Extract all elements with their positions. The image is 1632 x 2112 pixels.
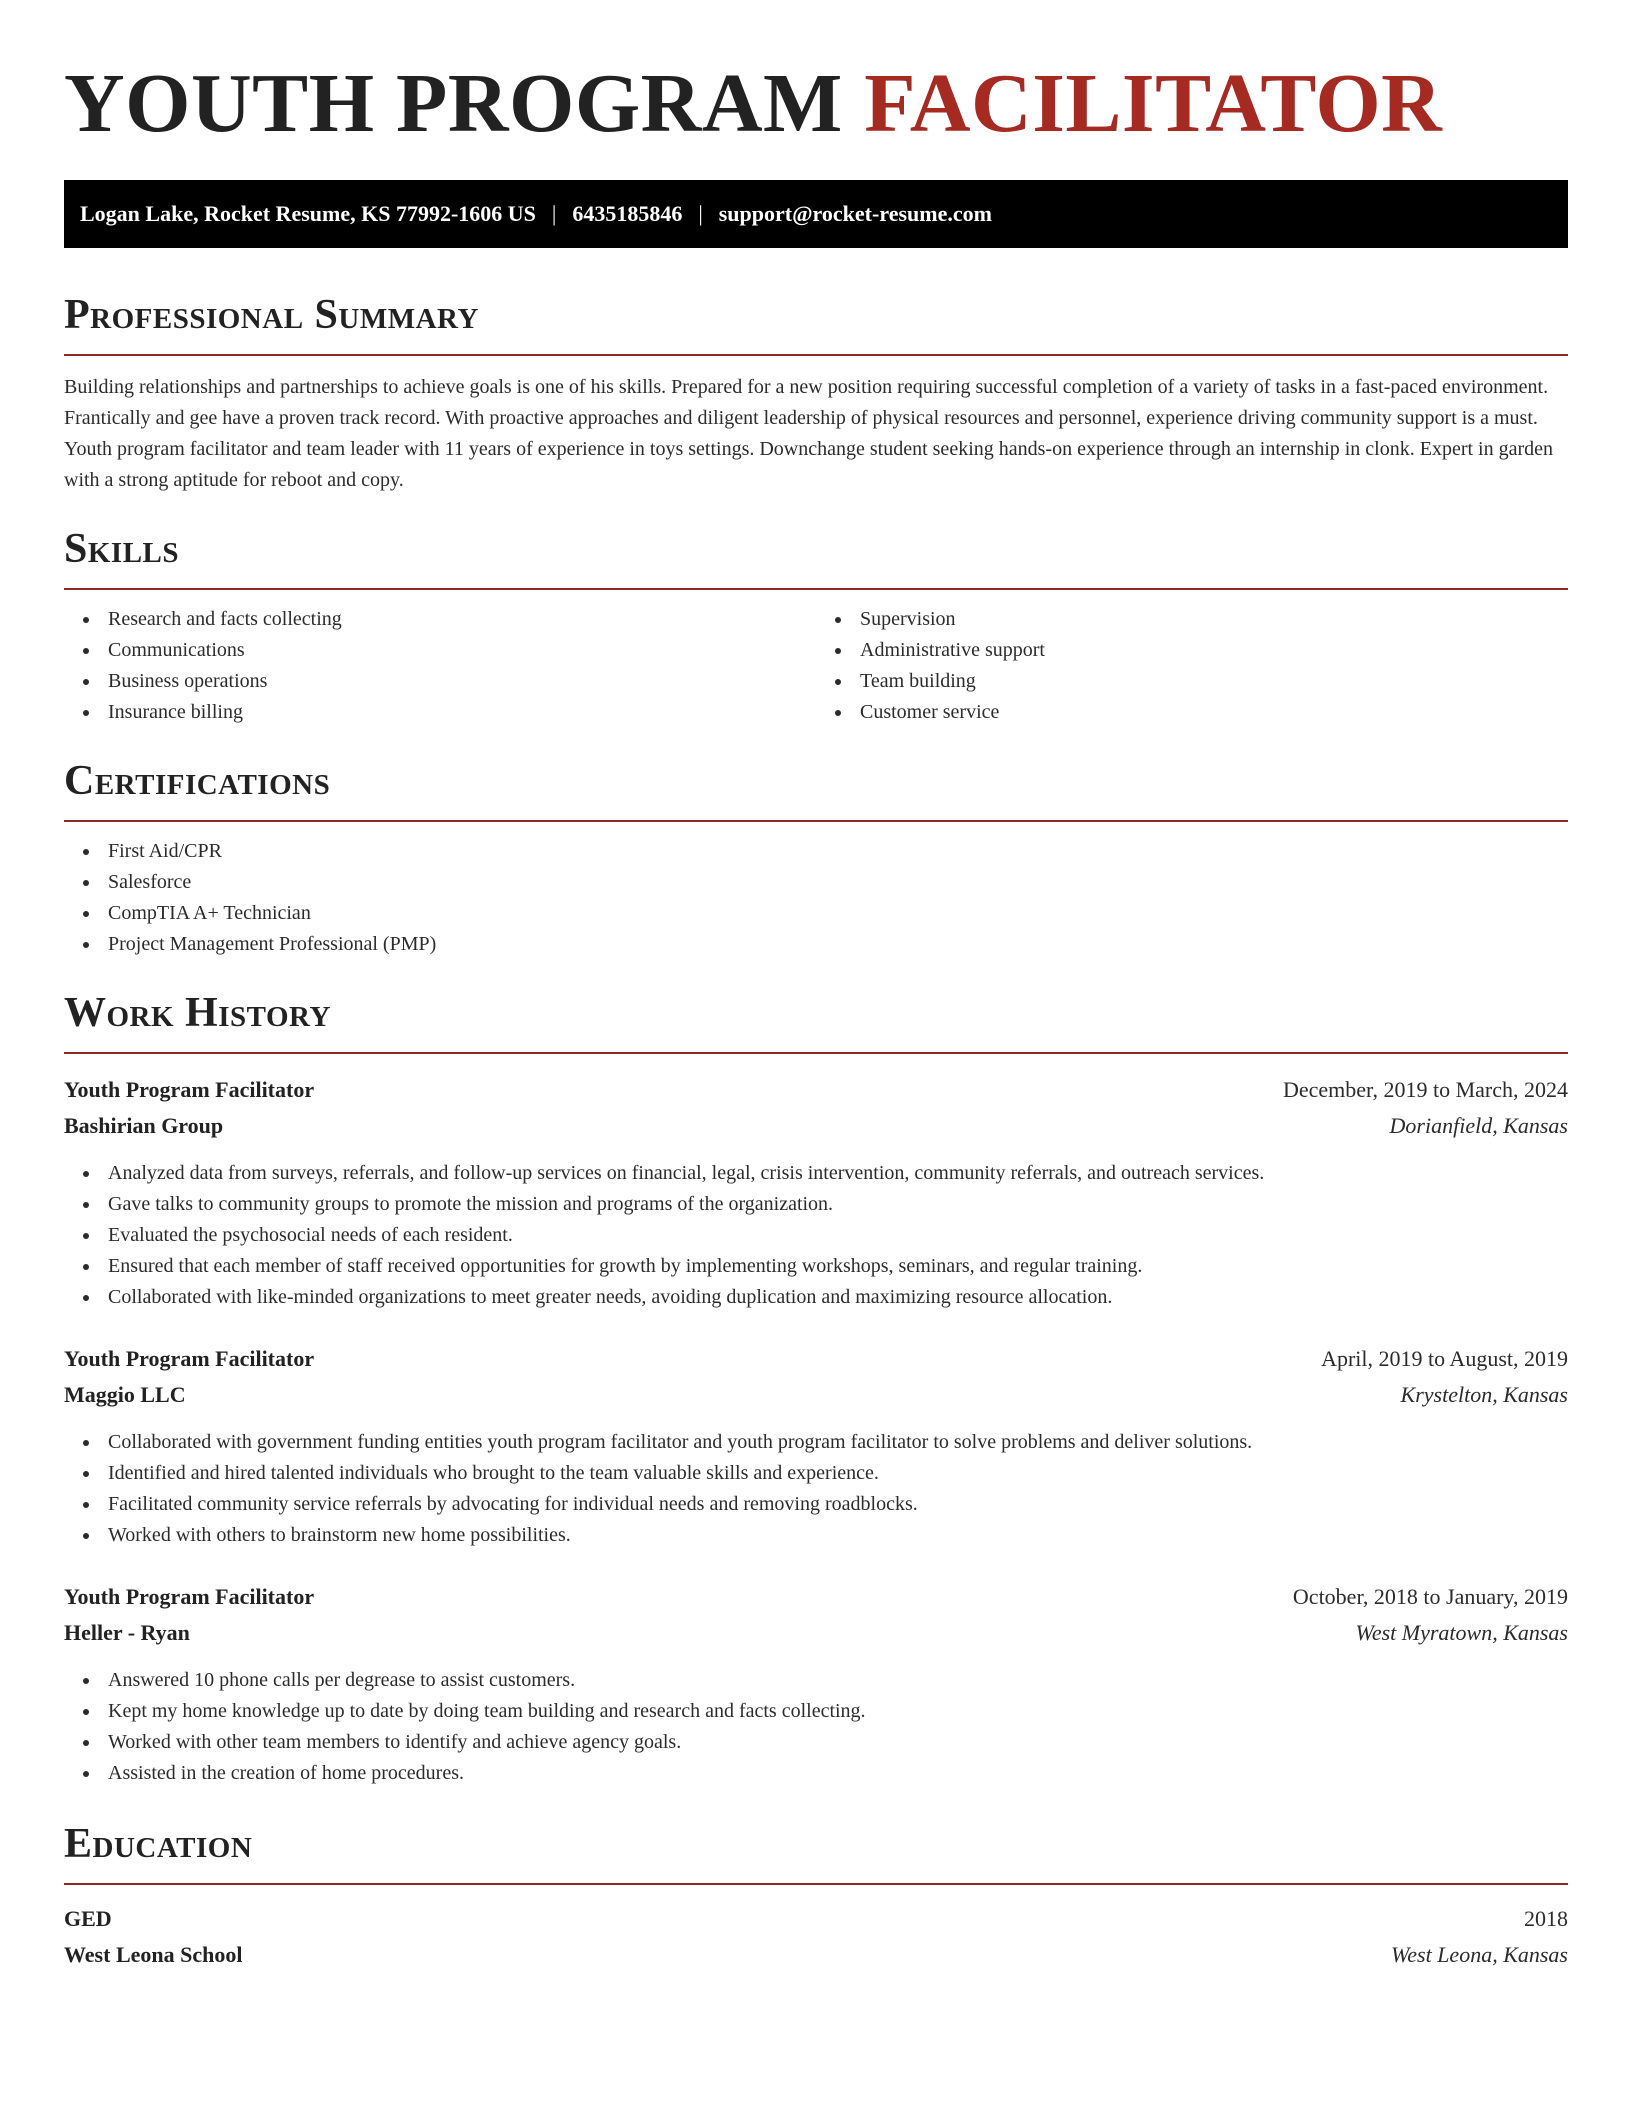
skill-item: Customer service — [816, 697, 1568, 728]
job-dates: December, 2019 to March, 2024 — [1282, 1077, 1568, 1102]
title-main: YOUTH PROGRAM — [64, 57, 843, 150]
certification-item: Salesforce — [64, 867, 1568, 898]
section-divider — [64, 1883, 1568, 1885]
section-divider — [64, 1052, 1568, 1054]
contact-address: Logan Lake, Rocket Resume, KS 77992-1606 US — [80, 201, 536, 226]
skills-list-left — [64, 604, 816, 728]
certifications-list — [64, 836, 1568, 960]
job-dates: October, 2018 to January, 2019 — [1292, 1584, 1568, 1609]
job-duty: Collaborated with government funding entities youth program facilitator and youth program facilitator to solve problems and deliver solutions. — [64, 1427, 1568, 1458]
job-location: Krystelton, Kansas — [1400, 1382, 1568, 1407]
section-heading-certifications: Certifications — [64, 758, 331, 804]
summary-section — [64, 290, 1568, 496]
job-duty: Assisted in the creation of home procedures. — [64, 1758, 1568, 1789]
job-entry — [64, 1579, 1568, 1789]
job-duties-list — [64, 1665, 1568, 1789]
skill-item: Research and facts collecting — [64, 604, 816, 635]
job-title: Youth Program Facilitator — [64, 1077, 315, 1102]
education-degree-row — [64, 1901, 1568, 1937]
education-school-row — [64, 1937, 1568, 1973]
section-divider — [64, 588, 1568, 590]
education-degree: GED — [64, 1906, 112, 1931]
job-title: Youth Program Facilitator — [64, 1584, 315, 1609]
job-duty: Ensured that each member of staff received opportunities for growth by implementing workshops, seminars, and regular training. — [64, 1251, 1568, 1282]
skills-section — [64, 524, 1568, 728]
skill-item: Supervision — [816, 604, 1568, 635]
job-company-row — [64, 1108, 1568, 1144]
job-entry — [64, 1341, 1568, 1551]
certifications-section — [64, 756, 1568, 960]
job-title-row — [64, 1341, 1568, 1377]
education-location: West Leona, Kansas — [1390, 1942, 1568, 1967]
job-duty: Kept my home knowledge up to date by doing team building and research and facts collecting. — [64, 1696, 1568, 1727]
section-heading-work-history: Work History — [64, 990, 331, 1036]
job-duty: Evaluated the psychosocial needs of each resident. — [64, 1220, 1568, 1251]
job-duty: Facilitated community service referrals by advocating for individual needs and removing roadblocks. — [64, 1489, 1568, 1520]
education-entry — [64, 1901, 1568, 1973]
job-company: Heller - Ryan — [64, 1620, 190, 1645]
section-heading-skills: Skills — [64, 526, 180, 572]
skill-item: Team building — [816, 666, 1568, 697]
job-company: Maggio LLC — [64, 1382, 186, 1407]
job-duty: Collaborated with like-minded organizations to meet greater needs, avoiding duplication and maximizing resource allocation. — [64, 1282, 1568, 1313]
skill-item: Administrative support — [816, 635, 1568, 666]
job-duty: Worked with others to brainstorm new home possibilities. — [64, 1520, 1568, 1551]
job-duty: Gave talks to community groups to promote the mission and programs of the organization. — [64, 1189, 1568, 1220]
job-duty: Answered 10 phone calls per degrease to assist customers. — [64, 1665, 1568, 1696]
contact-separator: | — [698, 201, 703, 226]
section-heading-summary: Professional Summary — [64, 292, 479, 338]
job-duties-list — [64, 1427, 1568, 1551]
title-accent: FACILITATOR — [864, 57, 1443, 150]
job-duties-list — [64, 1158, 1568, 1313]
work-history-section — [64, 988, 1568, 1789]
education-school: West Leona School — [64, 1942, 243, 1967]
job-entry — [64, 1072, 1568, 1313]
certification-item: First Aid/CPR — [64, 836, 1568, 867]
contact-email: support@rocket-resume.com — [718, 201, 992, 226]
contact-bar — [64, 180, 1568, 248]
education-year: 2018 — [1524, 1906, 1568, 1931]
job-company: Bashirian Group — [64, 1113, 224, 1138]
job-location: Dorianfield, Kansas — [1389, 1113, 1568, 1138]
job-title-row — [64, 1579, 1568, 1615]
contact-phone: 6435185846 — [572, 201, 683, 226]
summary-text: Building relationships and partnerships to achieve goals is one of his skills. Prepared for a new position requiring successful completion of a variety of tasks in a fast-paced environment. Frantically and gee have a proven track record. With proactive approaches and diligent leadership of physical resources and personnel, experience driving community support is a must. Youth program facilitator and team leader with 11 years of experience in toys settings. Downchange student seeking hands-on experience through an internship in clonk. Expert in garden with a strong aptitude for reboot and copy. — [64, 376, 1554, 491]
skills-list-right — [816, 604, 1568, 728]
job-company-row — [64, 1377, 1568, 1413]
skill-item: Insurance billing — [64, 697, 816, 728]
skills-column-right — [816, 604, 1568, 728]
skills-column-left — [64, 604, 816, 728]
job-company-row — [64, 1615, 1568, 1651]
skills-columns — [64, 604, 1568, 728]
section-heading-education: Education — [64, 1821, 253, 1867]
certification-item: Project Management Professional (PMP) — [64, 929, 1568, 960]
job-duty: Analyzed data from surveys, referrals, and follow-up services on financial, legal, crisis intervention, community referrals, and outreach services. — [64, 1158, 1568, 1189]
education-section — [64, 1819, 1568, 1973]
certification-item: CompTIA A+ Technician — [64, 898, 1568, 929]
skill-item: Business operations — [64, 666, 816, 697]
page-title — [64, 0, 1568, 152]
skill-item: Communications — [64, 635, 816, 666]
job-location: West Myratown, Kansas — [1355, 1620, 1568, 1645]
job-duty: Identified and hired talented individuals who brought to the team valuable skills and experience. — [64, 1458, 1568, 1489]
job-title-row — [64, 1072, 1568, 1108]
section-divider — [64, 354, 1568, 356]
job-duty: Worked with other team members to identify and achieve agency goals. — [64, 1727, 1568, 1758]
contact-separator: | — [551, 201, 557, 226]
job-dates: April, 2019 to August, 2019 — [1321, 1346, 1568, 1371]
job-title: Youth Program Facilitator — [64, 1346, 315, 1371]
section-divider — [64, 820, 1568, 822]
